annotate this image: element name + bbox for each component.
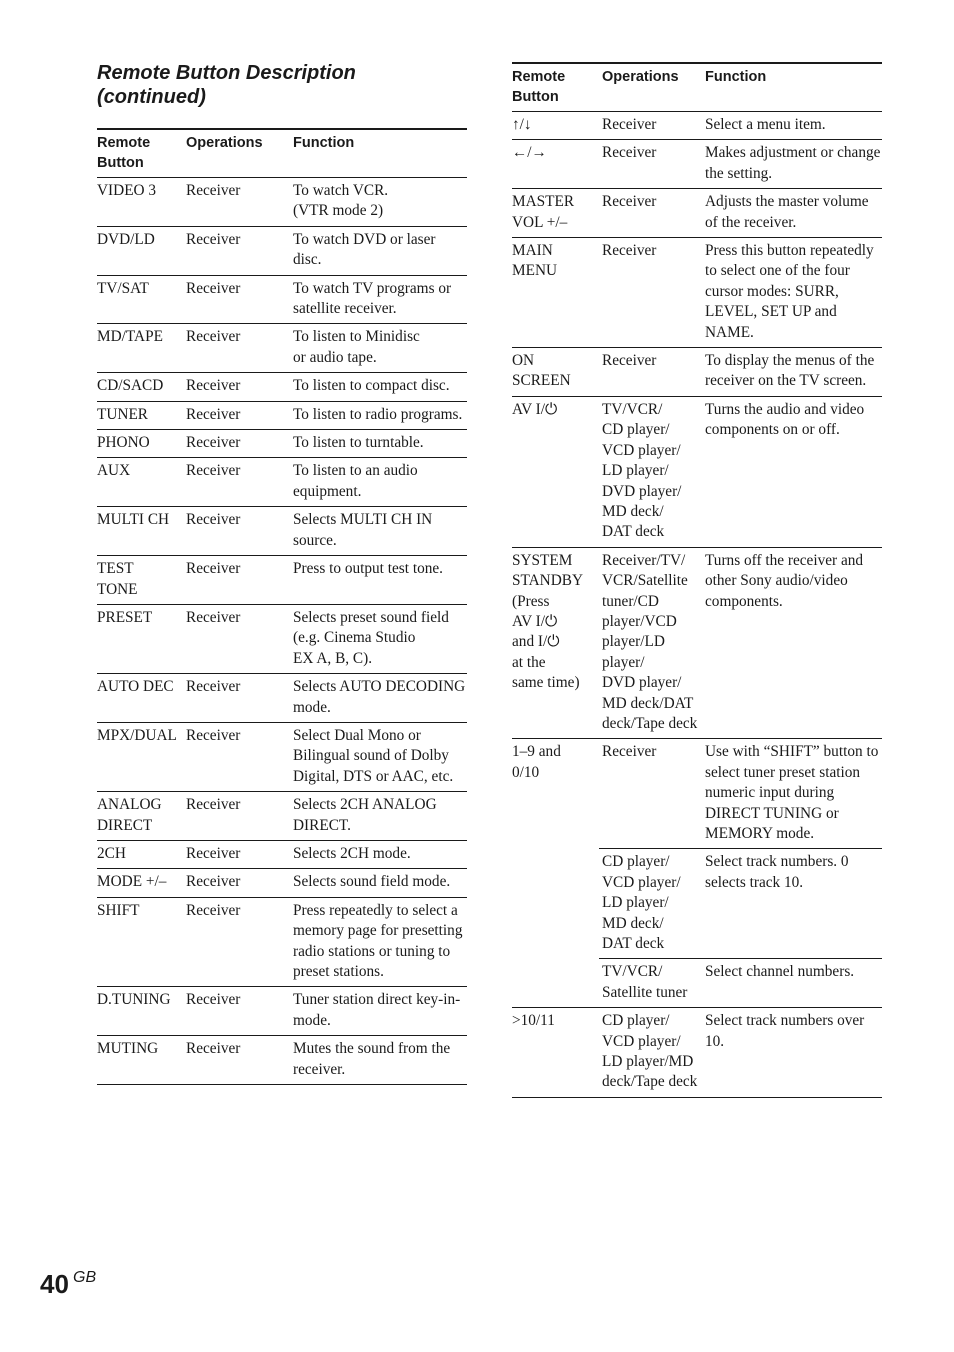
operations-cell: Receiver (183, 840, 290, 868)
table-row (97, 275, 467, 324)
function-cell: To display the menus of the receiver on the TV screen. (702, 348, 882, 397)
table-row (97, 1036, 467, 1085)
function-cell: Select track numbers. 0 selects track 10. (702, 849, 882, 959)
remote-button-cell: MPX/DUAL (97, 722, 183, 791)
operations-cell: Receiver (599, 140, 702, 189)
remote-button-cell: ON SCREEN (512, 348, 599, 397)
heading-line-1: Remote Button Description (97, 62, 356, 84)
table-row (97, 178, 467, 227)
table-row (512, 140, 882, 189)
function-cell: Selects preset sound field (e.g. Cinema Studio EX A, B, C). (290, 604, 467, 673)
operations-cell: Receiver (183, 430, 290, 458)
operations-cell: Receiver (183, 556, 290, 605)
function-cell: To listen to Minidisc or audio tape. (290, 324, 467, 373)
table-row (97, 324, 467, 373)
operations-cell: Receiver (183, 869, 290, 897)
function-cell: To watch DVD or laser disc. (290, 226, 467, 275)
page-number-suffix: GB (73, 1269, 97, 1286)
operations-cell: Receiver (183, 507, 290, 556)
remote-button-cell: AV I/⏻ (512, 396, 599, 547)
function-cell: Select Dual Mono or Bilingual sound of Dolby Digital, DTS or AAC, etc. (290, 722, 467, 791)
remote-button-cell: SHIFT (97, 897, 183, 987)
table-header-row (97, 129, 467, 178)
function-cell: Selects MULTI CH IN source. (290, 507, 467, 556)
header-remote-button: Remote Button (97, 129, 183, 178)
operations-cell: Receiver (599, 238, 702, 348)
function-cell: Makes adjustment or change the setting. (702, 140, 882, 189)
table-row (97, 792, 467, 841)
page-number: 40 (40, 1269, 69, 1299)
operations-cell: Receiver (183, 674, 290, 723)
page-heading (97, 61, 356, 109)
function-cell: Select a menu item. (702, 112, 882, 140)
function-cell: To listen to compact disc. (290, 373, 467, 401)
remote-button-cell: TUNER (97, 401, 183, 429)
operations-cell: Receiver (599, 189, 702, 238)
operations-cell: Receiver (183, 401, 290, 429)
remote-button-cell: ←/→ (512, 140, 599, 189)
remote-button-cell: TEST TONE (97, 556, 183, 605)
table-row (97, 840, 467, 868)
table-row (512, 547, 882, 739)
remote-button-cell: PHONO (97, 430, 183, 458)
operations-cell: TV/VCR/ CD player/ VCD player/ LD player/ DVD player/ MD deck/ DAT deck (599, 396, 702, 547)
table-row (512, 348, 882, 397)
remote-button-cell: ANALOG DIRECT (97, 792, 183, 841)
table-row (512, 238, 882, 348)
remote-button-cell: MODE +/– (97, 869, 183, 897)
remote-button-cell: MULTI CH (97, 507, 183, 556)
function-cell: Tuner station direct key-in-mode. (290, 987, 467, 1036)
remote-button-cell: MD/TAPE (97, 324, 183, 373)
operations-cell: Receiver (183, 458, 290, 507)
operations-cell: Receiver (183, 275, 290, 324)
table-row (97, 869, 467, 897)
operations-cell: Receiver/TV/ VCR/Satellite tuner/CD player/VCD player/LD player/ DVD player/ MD deck/DAT deck/Tape deck (599, 547, 702, 739)
remote-button-cell: PRESET (97, 604, 183, 673)
remote-button-cell: ↑/↓ (512, 112, 599, 140)
operations-cell: Receiver (183, 987, 290, 1036)
remote-button-cell: MASTER VOL +/– (512, 189, 599, 238)
remote-button-cell: AUX (97, 458, 183, 507)
operations-cell: Receiver (183, 178, 290, 227)
header-operations: Operations (183, 129, 290, 178)
table-row (97, 507, 467, 556)
remote-button-cell: D.TUNING (97, 987, 183, 1036)
header-operations: Operations (599, 63, 702, 112)
table-row (512, 112, 882, 140)
remote-button-cell: AUTO DEC (97, 674, 183, 723)
function-cell: Turns off the receiver and other Sony audio/video components. (702, 547, 882, 739)
remote-button-cell: VIDEO 3 (97, 178, 183, 227)
remote-button-cell: 2CH (97, 840, 183, 868)
table-row (512, 189, 882, 238)
remote-button-cell: MAIN MENU (512, 238, 599, 348)
operations-cell: Receiver (183, 792, 290, 841)
table-row (97, 401, 467, 429)
remote-button-cell: MUTING (97, 1036, 183, 1085)
operations-cell: CD player/ VCD player/ LD player/ MD deck/ DAT deck (599, 849, 702, 959)
header-remote-button: Remote Button (512, 63, 599, 112)
table-row (97, 226, 467, 275)
operations-cell: Receiver (599, 112, 702, 140)
operations-cell: Receiver (183, 604, 290, 673)
remote-button-cell: 1–9 and 0/10 (512, 739, 599, 1008)
function-cell: To listen to an audio equipment. (290, 458, 467, 507)
table-row (97, 897, 467, 987)
table-row (97, 373, 467, 401)
function-cell: Selects 2CH ANALOG DIRECT. (290, 792, 467, 841)
function-cell: Selects sound field mode. (290, 869, 467, 897)
function-cell: Adjusts the master volume of the receiver. (702, 189, 882, 238)
table-row (97, 722, 467, 791)
function-cell: Press this button repeatedly to select one of the four cursor modes: SURR, LEVEL, SET UP and NAME. (702, 238, 882, 348)
table-row (97, 430, 467, 458)
function-cell: Mutes the sound from the receiver. (290, 1036, 467, 1085)
function-cell: To listen to turntable. (290, 430, 467, 458)
table-row (97, 604, 467, 673)
operations-cell: Receiver (183, 1036, 290, 1085)
operations-cell: Receiver (183, 373, 290, 401)
header-function: Function (290, 129, 467, 178)
right-button-table (512, 62, 882, 1098)
function-cell: Turns the audio and video components on or off. (702, 396, 882, 547)
remote-button-cell: DVD/LD (97, 226, 183, 275)
operations-cell: Receiver (183, 324, 290, 373)
operations-cell: Receiver (183, 226, 290, 275)
operations-cell: Receiver (183, 897, 290, 987)
function-cell: Press repeatedly to select a memory page for presetting radio stations or tuning to preset stations. (290, 897, 467, 987)
function-cell: Press to output test tone. (290, 556, 467, 605)
table-row (512, 739, 882, 849)
table-row (97, 674, 467, 723)
remote-button-cell: CD/SACD (97, 373, 183, 401)
operations-cell: CD player/ VCD player/ LD player/MD deck/Tape deck (599, 1008, 702, 1098)
function-cell: Use with “SHIFT” button to select tuner preset station numeric input during DIRECT TUNING or MEMORY mode. (705, 743, 879, 842)
remote-button-cell: TV/SAT (97, 275, 183, 324)
operations-cell: Receiver (183, 722, 290, 791)
left-button-table (97, 128, 467, 1085)
remote-button-cell: >10/11 (512, 1008, 599, 1098)
function-cell: To watch VCR. (VTR mode 2) (290, 178, 467, 227)
function-cell: Select channel numbers. (702, 959, 882, 1008)
table-row (97, 556, 467, 605)
function-cell: Selects 2CH mode. (290, 840, 467, 868)
operations-cell: TV/VCR/ Satellite tuner (599, 959, 702, 1008)
function-cell: Select track numbers over 10. (702, 1008, 882, 1098)
table-row (512, 396, 882, 547)
function-cell: To listen to radio programs. (290, 401, 467, 429)
heading-line-2: (continued) (97, 86, 206, 108)
table-row (512, 1008, 882, 1098)
table-row (97, 458, 467, 507)
function-cell: To watch TV programs or satellite receiver. (290, 275, 467, 324)
function-cell: Selects AUTO DECODING mode. (290, 674, 467, 723)
operations-cell: Receiver (599, 348, 702, 397)
header-function: Function (702, 63, 882, 112)
table-row (97, 987, 467, 1036)
operations-cell: Receiver (602, 743, 657, 761)
table-header-row (512, 63, 882, 112)
remote-button-cell: SYSTEM STANDBY (Press AV I/⏻ and I/⏻ at the same time) (512, 547, 599, 739)
